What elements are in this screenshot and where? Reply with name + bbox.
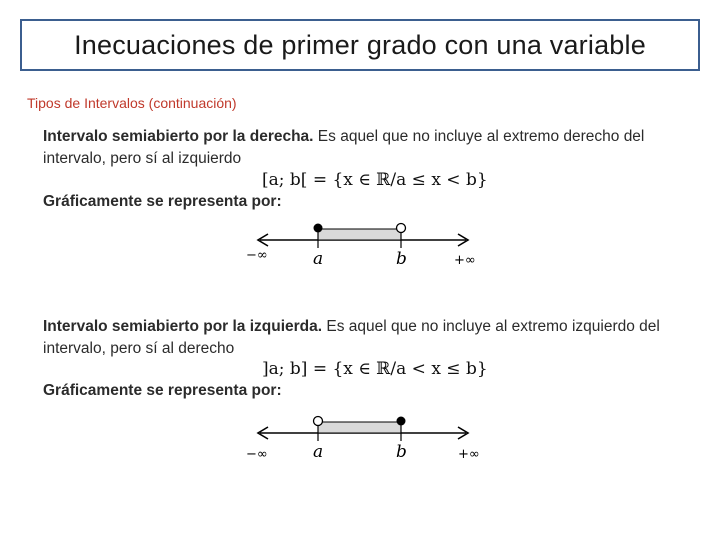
- closed-endpoint-a: [314, 224, 323, 233]
- pos-infinity-label: +∞: [458, 447, 480, 462]
- section-subtitle: Tipos de Intervalos (continuación): [27, 95, 237, 111]
- number-line-graphic: [246, 417, 480, 463]
- number-line-graphic: [246, 224, 476, 270]
- axis-arrow-left: [258, 427, 268, 439]
- neg-infinity-label: −∞: [246, 248, 268, 263]
- formula-right-open: [262, 170, 488, 190]
- open-endpoint-a: [314, 417, 323, 426]
- definition-heading-right-open: Intervalo semiabierto por la derecha.: [43, 128, 314, 145]
- definition-right-open: [43, 126, 693, 170]
- graph-caption-left-open: Gráficamente se representa por:: [43, 382, 282, 399]
- interval-shade: [318, 229, 401, 240]
- closed-endpoint-b: [397, 417, 406, 426]
- axis-arrow-left: [258, 234, 268, 246]
- formula-set-builder: = {x ∈ ℝ/a ≤ x < b}: [312, 170, 488, 190]
- label-a: a: [313, 249, 324, 269]
- pos-infinity-label: +∞: [454, 253, 476, 268]
- definition-heading-left-open: Intervalo semiabierto por la izquierda.: [43, 318, 323, 335]
- axis-arrow-right: [458, 427, 468, 439]
- label-a: a: [313, 442, 324, 462]
- definition-text-left-open: [43, 316, 693, 360]
- formula-set-notation: [a; b[: [262, 170, 308, 190]
- label-b: b: [396, 442, 407, 462]
- definition-body-left-open: Es aquel que no incluye al extremo izquierdo del intervalo, pero sí al derecho: [43, 318, 660, 357]
- definition-text-right-open: [43, 126, 693, 170]
- interval-shade: [318, 422, 401, 433]
- definition-body-right-open: Es aquel que no incluye al extremo derecho del intervalo, pero sí al izquierdo: [43, 128, 645, 167]
- neg-infinity-label: −∞: [246, 447, 268, 462]
- formula-set-builder: = {x ∈ ℝ/a < x ≤ b}: [312, 359, 488, 379]
- axis-arrow-right: [458, 234, 468, 246]
- page-title: Inecuaciones de primer grado con una variable: [74, 29, 646, 60]
- title-box: [20, 19, 700, 71]
- graph-caption-right-open: Gráficamente se representa por:: [43, 193, 282, 210]
- label-b: b: [396, 249, 407, 269]
- formula-set-notation: ]a; b]: [262, 359, 308, 379]
- formula-left-open: [262, 359, 488, 379]
- definition-left-open: [43, 316, 693, 360]
- open-endpoint-b: [397, 224, 406, 233]
